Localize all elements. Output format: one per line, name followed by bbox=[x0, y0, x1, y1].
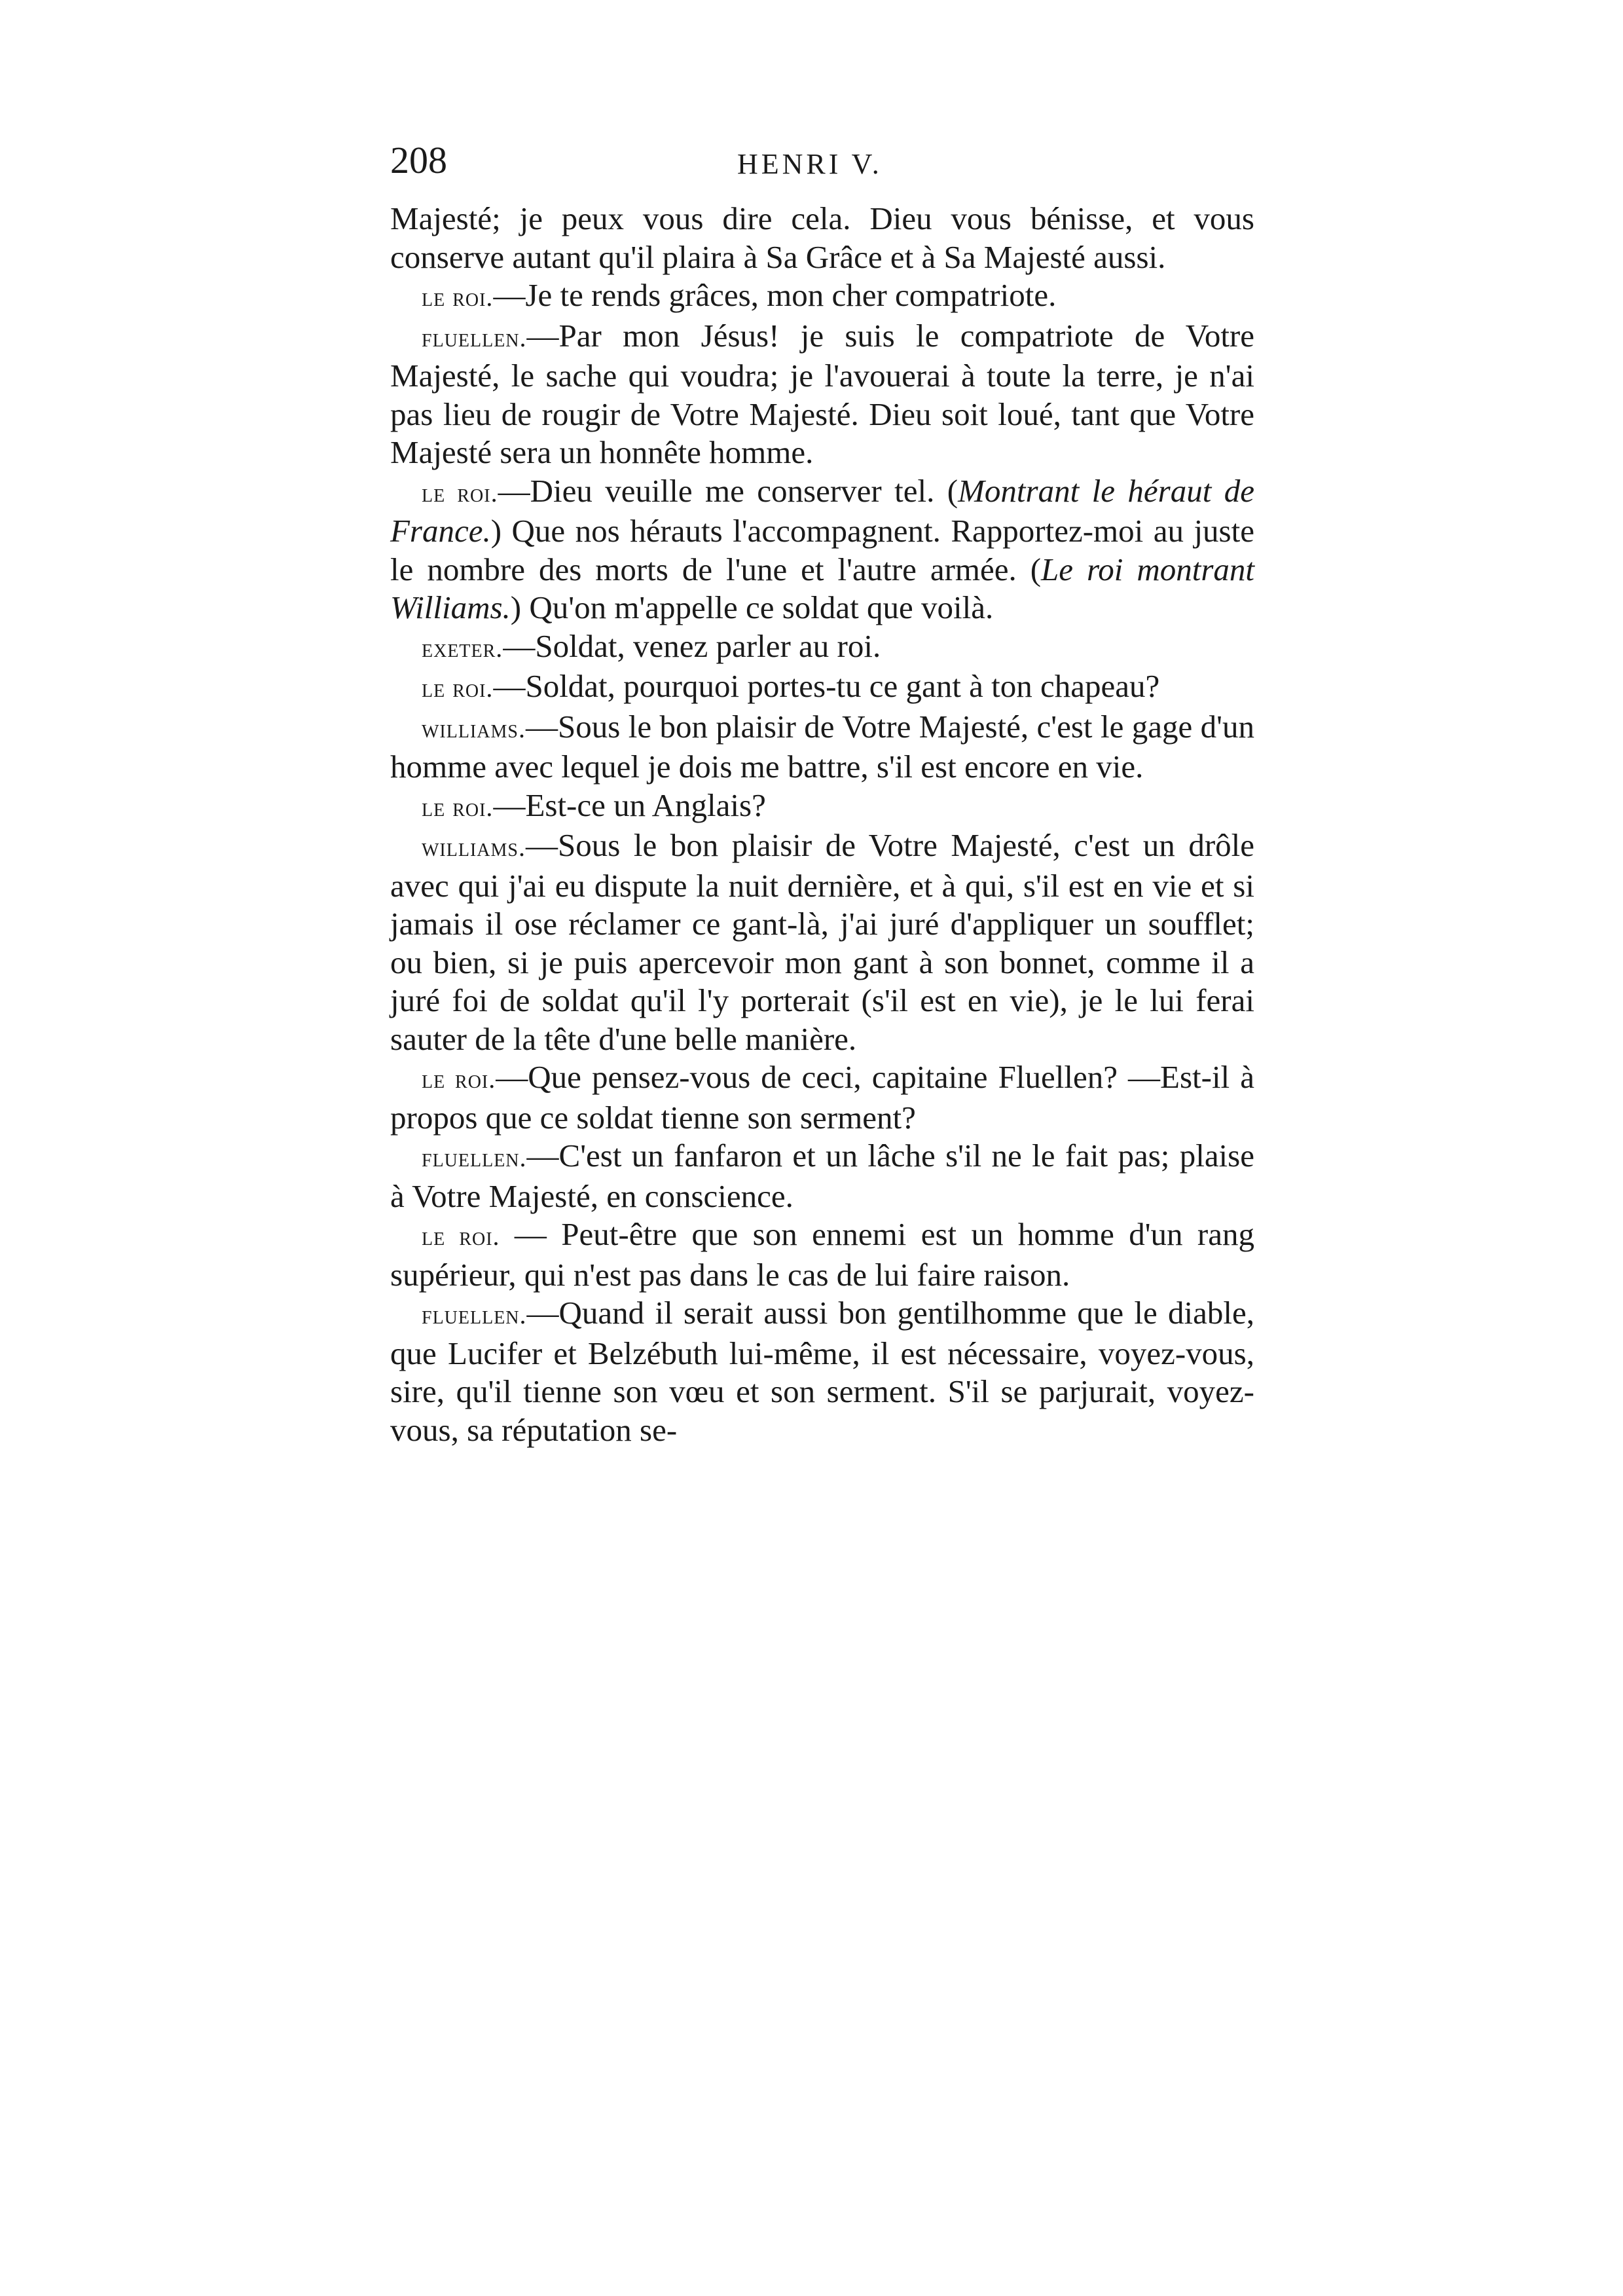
dialogue-paragraph bbox=[390, 472, 1254, 627]
speech-text: —C'est un fanfaron et un lâche s'il ne le fait pas; plaise à Votre Majesté, en conscience. bbox=[390, 1138, 1254, 1214]
speech-text: —Par mon Jésus! je suis le compatriote de Votre Majesté, le sache qui voudra; je l'avouerai à toute la terre, je n'ai pas lieu de rougir de Votre Majesté. Dieu soit loué, tant que Votre Majesté sera un honnête homme. bbox=[390, 317, 1254, 470]
speech-text: —Que pensez-vous de ceci, capitaine Fluellen? —Est-il à propos que ce soldat tienne son serment? bbox=[390, 1059, 1254, 1136]
speaker-name: le roi. bbox=[422, 1064, 496, 1094]
dialogue-paragraph bbox=[390, 1294, 1254, 1449]
speaker-name: fluellen. bbox=[422, 1300, 527, 1329]
speech-text: —Soldat, venez parler au roi. bbox=[503, 627, 881, 664]
speech-text: —Dieu veuille me conserver tel. ( bbox=[498, 472, 958, 509]
speaker-name: le roi. bbox=[422, 673, 494, 703]
speech-text: —Est-ce un Anglais? bbox=[493, 787, 766, 823]
dialogue-paragraph bbox=[390, 1058, 1254, 1137]
speech-text: —Sous le bon plaisir de Votre Majesté, c'est un drôle avec qui j'ai eu dispute la nuit dernière, et à qui, s'il est en vie et si jamais il ose réclamer ce gant-là, j'ai juré d'appliquer un soufflet; ou bien, si je puis apercevoir mon gant à son bonnet, comme il a juré foi de soldat qu'il l'y porterait (s'il est en vie), je le lui ferai sauter de la tête d'une belle manière. bbox=[390, 827, 1254, 1057]
speaker-name: fluellen. bbox=[422, 322, 527, 352]
page-number: 208 bbox=[390, 139, 447, 181]
speech-text: ) Qu'on m'appelle ce soldat que voilà. bbox=[510, 589, 994, 625]
dialogue-text bbox=[390, 200, 1254, 1449]
speaker-name: exeter. bbox=[422, 633, 503, 663]
dialogue-paragraph bbox=[390, 627, 1254, 668]
page-header bbox=[390, 131, 1254, 190]
dialogue-paragraph bbox=[390, 1137, 1254, 1215]
stage-direction: Montrant le héraut de France. bbox=[390, 472, 1254, 549]
dialogue-paragraph bbox=[390, 200, 1254, 276]
running-title: HENRI V. bbox=[737, 148, 883, 180]
dialogue-paragraph bbox=[390, 787, 1254, 827]
speaker-name: le roi. bbox=[422, 282, 494, 312]
speaker-name: le roi. bbox=[422, 477, 498, 508]
speaker-name: le roi. bbox=[422, 1221, 500, 1251]
speaker-name: le roi. bbox=[422, 792, 494, 822]
speech-text: — Peut-être que son ennemi est un homme d'un rang supérieur, qui n'est pas dans le cas de lui faire raison. bbox=[390, 1216, 1255, 1293]
speaker-name: williams. bbox=[422, 832, 526, 862]
stage-direction: Le roi montrant Williams. bbox=[390, 551, 1255, 625]
speech-text: —Quand il serait aussi bon gentilhomme que le diable, que Lucifer et Belzébuth lui-même, il est nécessaire, voyez-vous, sire, qu'il tienne son vœu et son serment. S'il se parjurait, voyez-vous, sa réputation se- bbox=[390, 1295, 1254, 1448]
dialogue-paragraph bbox=[390, 667, 1254, 708]
dialogue-paragraph bbox=[390, 1215, 1254, 1294]
speech-text: ) Que nos hérauts l'accompagnent. Rapportez-moi au juste le nombre des morts de l'une et l'autre armée. ( bbox=[390, 513, 1254, 587]
speech-text: —Sous le bon plaisir de Votre Majesté, c'est le gage d'un homme avec lequel je dois me battre, s'il est encore en vie. bbox=[390, 708, 1254, 785]
speech-text: Majesté; je peux vous dire cela. Dieu vous bénisse, et vous conserve autant qu'il plaira à Sa Grâce et à Sa Majesté aussi. bbox=[390, 200, 1254, 275]
speech-text: —Je te rends grâces, mon cher compatriote. bbox=[493, 277, 1057, 313]
dialogue-paragraph bbox=[390, 276, 1254, 317]
dialogue-paragraph bbox=[390, 826, 1254, 1058]
dialogue-paragraph bbox=[390, 708, 1254, 787]
speaker-name: fluellen. bbox=[422, 1143, 527, 1172]
speech-text: —Soldat, pourquoi portes-tu ce gant à ton chapeau? bbox=[493, 668, 1160, 704]
speaker-name: williams. bbox=[422, 713, 526, 743]
dialogue-paragraph bbox=[390, 317, 1254, 472]
